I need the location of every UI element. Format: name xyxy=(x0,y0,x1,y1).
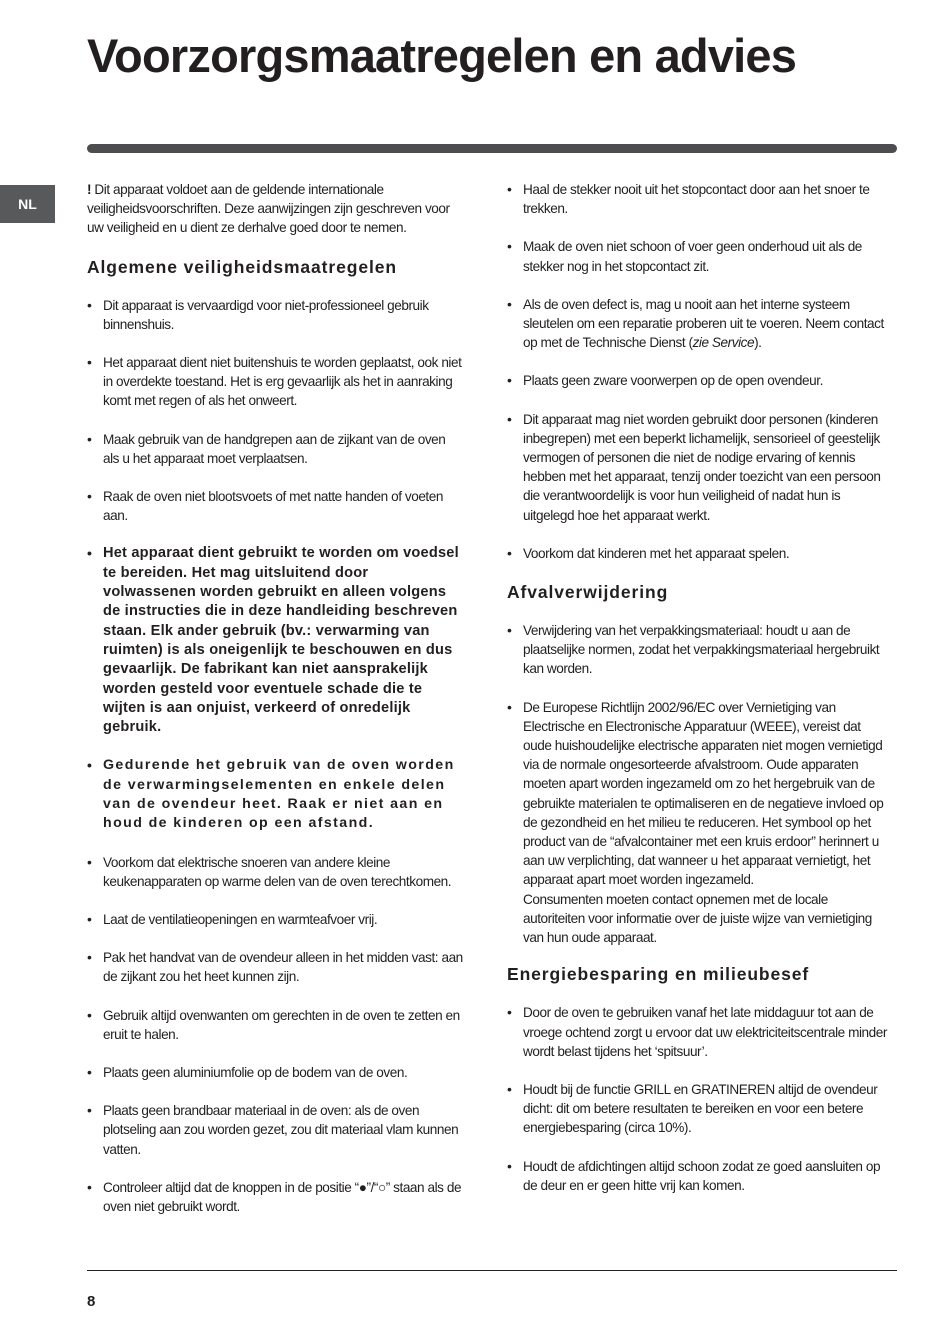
list-item: • Pak het handvat van de ovendeur alleen in het midden vast: aan de zijkant zou het heet kunnen zijn. xyxy=(87,948,463,986)
list-item: • Maak gebruik van de handgrepen aan de zijkant van de oven als u het apparaat moet verplaatsen. xyxy=(87,430,463,468)
list-item-bold: • Het apparaat dient gebruikt te worden om voedsel te bereiden. Het mag uitsluitend door volwassenen worden gebruikt en alleen volgens de instructies die in deze handleiding beschreven staan. Elk ander gebruik (bv.: verwarming van ruimten) is als oneigenlijk te beschouwen en dus gevaarlijk. De fabrikant kan niet aansprakelijk worden gesteld voor eventuele schade die te wijten is aan onjuist, verkeerd of onredelijk gebruik. xyxy=(87,544,463,737)
list-item xyxy=(507,295,887,353)
footer-rule xyxy=(87,1270,897,1271)
list-item: • Het apparaat dient niet buitenshuis te worden geplaatst, ook niet in overdekte toestand. Het is erg gevaarlijk als het in aanraking komt met regen of als het onweert. xyxy=(87,353,463,411)
warning-mark: ! xyxy=(87,182,92,197)
list-item: • De Europese Richtlijn 2002/96/EC over Vernietiging van Electrische en Electronische Apparatuur (WEEE), vereist dat oude huishoudelijke electrische apparaten niet mogen vernietigd via de normale ongesorteerde afvalstroom. Oude apparaten moeten apart worden ingezameld om zo het hergebruik van de gebruikte materialen te optimaliseren en de negatieve invloed op de gezondheid en het milieu te reduceren. Het symbool op het product van de “afvalcontainer met een kruis erdoor” herinnert u aan uw verplichting, dat wanneer u het apparaat vernietigt, het apparaat apart moet worden ingezameld. xyxy=(507,698,887,890)
list-item: • Plaats geen aluminiumfolie op de bodem van de oven. xyxy=(87,1063,463,1082)
heading-general-safety: Algemene veiligheidsmaatregelen xyxy=(87,256,397,277)
list-item: • Raak de oven niet blootsvoets of met natte handen of voeten aan. xyxy=(87,487,463,525)
left-column xyxy=(87,180,463,1235)
heading-energy: Energiebesparing en milieubesef xyxy=(507,964,810,985)
list-item: • Houdt bij de functie GRILL en GRATINEREN altijd de ovendeur dicht: dit om betere resultaten te bereiken en voor een betere energiebesparing (circa 10%). xyxy=(507,1080,887,1138)
header-rule xyxy=(87,144,897,153)
waste-list xyxy=(507,621,887,890)
service-reference: zie Service xyxy=(692,335,755,351)
list-item: • Houdt de afdichtingen altijd schoon zodat ze goed aansluiten op de deur en er geen hitte vrij kan komen. xyxy=(507,1157,887,1195)
page-number: 8 xyxy=(87,1293,96,1310)
list-item: • Door de oven te gebruiken vanaf het late middaguur tot aan de vroege ochtend zorgt u ervoor dat uw elektriciteitscentrale minder wordt belast tijdens het ‘spitsuur’. xyxy=(507,1003,887,1061)
list-item: • Haal de stekker nooit uit het stopcontact door aan het snoer te trekken. xyxy=(507,180,887,218)
defect-text-end: ). xyxy=(754,335,762,351)
defect-text: Als de oven defect is, mag u nooit aan het interne systeem sleutelen om een reparatie proberen uit te voeren. Neem contact op met de Technische Dienst ( xyxy=(523,296,884,351)
list-item: • Plaats geen brandbaar materiaal in de oven: als de oven plotseling aan zou worden gezet, zou dit materiaal vlam kunnen vatten. xyxy=(87,1101,463,1159)
list-item: • Plaats geen zware voorwerpen op de open ovendeur. xyxy=(507,371,887,390)
list-item: • Dit apparaat is vervaardigd voor niet-professioneel gebruik binnenshuis. xyxy=(87,296,463,334)
list-item: • Voorkom dat kinderen met het apparaat spelen. xyxy=(507,544,887,563)
list-item-bold: • Gedurende het gebruik van de oven worden de verwarmingselementen en enkele delen van de ovendeur heet. Raak er niet aan en houd de kinderen op een afstand. xyxy=(87,756,463,833)
list-item: • Verwijdering van het verpakkingsmateriaal: houdt u aan de plaatselijke normen, zodat het verpakkingsmateriaal hergebruikt kan worden. xyxy=(507,621,887,679)
list-item: • Gebruik altijd ovenwanten om gerechten in de oven te zetten en eruit te halen. xyxy=(87,1006,463,1044)
heading-waste: Afvalverwijdering xyxy=(507,582,669,603)
energy-list xyxy=(507,1003,887,1195)
intro-text: Dit apparaat voldoet aan de geldende internationale veiligheidsvoorschriften. Deze aanwijzingen zijn geschreven voor uw veiligheid en u dient ze derhalve goed door te nemen. xyxy=(87,182,450,236)
list-item: • Laat de ventilatieopeningen en warmteafvoer vrij. xyxy=(87,910,463,929)
general-safety-list xyxy=(87,296,463,1217)
list-item: • Voorkom dat elektrische snoeren van andere kleine keukenapparaten op warme delen van de oven terechtkomen. xyxy=(87,853,463,891)
page-title: Voorzorgsmaatregelen en advies xyxy=(87,29,797,82)
list-item: • Dit apparaat mag niet worden gebruikt door personen (kinderen inbegrepen) met een beperkt lichamelijk, sensorieel of geestelijk vermogen of personen die niet de nodige ervaring of kennis hebben met het apparaat, tenzij onder toezicht van een persoon die verantwoordelijk is voor hun veiligheid of nadat hun is uitgelegd hoe het apparaat werkt. xyxy=(507,410,887,525)
language-tab: NL xyxy=(0,185,55,223)
right-column xyxy=(507,180,887,1214)
list-item: • Maak de oven niet schoon of voer geen onderhoud uit als de stekker nog in het stopcontact zit. xyxy=(507,237,887,275)
safety-list-continued xyxy=(507,180,887,563)
intro-paragraph xyxy=(87,180,463,238)
list-item: • Controleer altijd dat de knoppen in de positie “●”/“○” staan als de oven niet gebruikt wordt. xyxy=(87,1178,463,1216)
waste-extra-paragraph: Consumenten moeten contact opnemen met de locale autoriteiten voor informatie over de juiste wijze van vernietiging van hun oude apparaat. xyxy=(523,891,872,946)
